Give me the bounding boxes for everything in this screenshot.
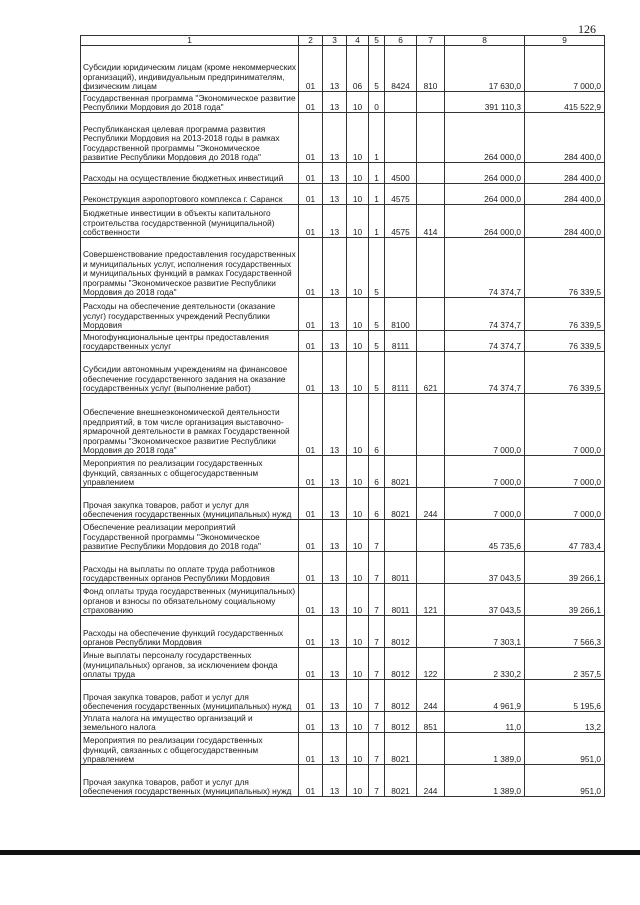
scan-top-edge — [0, 0, 640, 2]
row-code-cell: 13 — [323, 520, 347, 552]
table-row — [81, 648, 605, 680]
table-row — [81, 712, 605, 733]
row-amount-2016-cell: 7 000,0 — [525, 456, 605, 488]
row-code-cell: 01 — [299, 331, 323, 352]
row-code-cell: 7 — [369, 680, 385, 712]
row-code-cell — [417, 394, 445, 456]
table-row — [81, 584, 605, 616]
row-code-cell: 13 — [323, 648, 347, 680]
row-name-cell: Бюджетные инвестиции в объекты капитального строительства государственной (муниципальной) собственности — [81, 205, 299, 238]
row-amount-2016-cell: 951,0 — [525, 733, 605, 765]
row-code-cell: 10 — [347, 733, 369, 765]
row-amount-2015-cell: 45 735,6 — [445, 520, 525, 552]
row-amount-2016-cell: 284 400,0 — [525, 163, 605, 184]
row-code-cell: 13 — [323, 394, 347, 456]
row-code-cell — [417, 456, 445, 488]
row-amount-2016-cell: 951,0 — [525, 765, 605, 797]
row-amount-2015-cell: 7 000,0 — [445, 394, 525, 456]
header-cell: 1 — [81, 36, 299, 46]
row-name-cell: Расходы на обеспечение функций государственных органов Республики Мордовия — [81, 616, 299, 648]
row-code-cell: 5 — [369, 298, 385, 331]
table-row — [81, 616, 605, 648]
row-code-cell: 13 — [323, 456, 347, 488]
row-code-cell: 5 — [369, 352, 385, 394]
row-code-cell: 10 — [347, 488, 369, 520]
row-code-cell: 244 — [417, 765, 445, 797]
row-code-cell: 10 — [347, 205, 369, 238]
row-name-cell: Субсидии автономным учреждениям на финансовое обеспечение государственного задания на оказание государственных услуг (выполнение работ) — [81, 352, 299, 394]
row-name-cell: Республиканская целевая программа развития Республики Мордовия на 2013-2018 годы в рамках Государственной программы "Экономическое развитие Республики Мордовия до 2018 года" — [81, 113, 299, 163]
row-code-cell: 10 — [347, 584, 369, 616]
row-amount-2015-cell: 1 389,0 — [445, 765, 525, 797]
row-name-cell: Обеспечение внешнеэкономической деятельности предприятий, в том числе организация выставочно-ярмарочной деятельности в рамках Государственной программы "Экономическое развитие Республики Мордовия до 2018 года" — [81, 394, 299, 456]
row-code-cell: 06 — [347, 46, 369, 92]
row-code-cell: 13 — [323, 184, 347, 205]
row-code-cell: 6 — [369, 394, 385, 456]
row-name-cell: Совершенствование предоставления государственных и муниципальных услуг, исполнения государственных и муниципальных функций в рамках Государственной программы "Экономическое развитие Республики Мордовия до 2018 года" — [81, 238, 299, 298]
row-code-cell: 1 — [369, 113, 385, 163]
row-name-cell: Расходы на выплаты по оплате труда работников государственных органов Республики Мордовия — [81, 552, 299, 584]
row-code-cell: 10 — [347, 680, 369, 712]
row-name-cell: Фонд оплаты труда государственных (муниципальных) органов и взносы по обязательному социальному страхованию — [81, 584, 299, 616]
row-amount-2015-cell: 7 303,1 — [445, 616, 525, 648]
row-code-cell: 01 — [299, 680, 323, 712]
row-code-cell — [417, 733, 445, 765]
row-code-cell — [417, 113, 445, 163]
header-cell: 3 — [323, 36, 347, 46]
row-code-cell: 7 — [369, 520, 385, 552]
row-name-cell: Мероприятия по реализации государственных функций, связанных с общегосударственным управлением — [81, 456, 299, 488]
row-code-cell: 851 — [417, 712, 445, 733]
header-cell: 2 — [299, 36, 323, 46]
row-code-cell — [417, 163, 445, 184]
row-amount-2015-cell: 264 000,0 — [445, 184, 525, 205]
row-amount-2016-cell: 7 566,3 — [525, 616, 605, 648]
row-code-cell: 8012 — [385, 648, 417, 680]
row-code-cell: 122 — [417, 648, 445, 680]
row-code-cell: 6 — [369, 488, 385, 520]
row-code-cell — [417, 184, 445, 205]
row-code-cell: 7 — [369, 712, 385, 733]
row-code-cell: 13 — [323, 331, 347, 352]
row-code-cell: 10 — [347, 113, 369, 163]
row-code-cell: 01 — [299, 298, 323, 331]
row-code-cell: 01 — [299, 46, 323, 92]
row-code-cell: 1 — [369, 184, 385, 205]
row-code-cell: 7 — [369, 765, 385, 797]
row-amount-2016-cell: 76 339,5 — [525, 331, 605, 352]
row-amount-2016-cell: 415 522,9 — [525, 92, 605, 113]
row-code-cell: 10 — [347, 765, 369, 797]
table-row — [81, 488, 605, 520]
budget-table — [80, 35, 605, 797]
row-name-cell: Иные выплаты персоналу государственных (муниципальных) органов, за исключением фонда оплаты труда — [81, 648, 299, 680]
row-name-cell: Обеспечение реализации мероприятий Государственной программы "Экономическое развитие Республики Мордовия до 2018 года" — [81, 520, 299, 552]
row-code-cell: 01 — [299, 163, 323, 184]
row-code-cell: 13 — [323, 765, 347, 797]
row-code-cell: 13 — [323, 163, 347, 184]
table-row — [81, 680, 605, 712]
row-amount-2016-cell: 5 195,6 — [525, 680, 605, 712]
row-code-cell — [417, 92, 445, 113]
row-amount-2015-cell: 74 374,7 — [445, 238, 525, 298]
row-code-cell: 8021 — [385, 488, 417, 520]
row-code-cell: 01 — [299, 616, 323, 648]
row-code-cell: 0 — [369, 92, 385, 113]
table-row — [81, 552, 605, 584]
row-code-cell: 4575 — [385, 184, 417, 205]
row-code-cell — [417, 520, 445, 552]
row-code-cell: 13 — [323, 238, 347, 298]
row-code-cell: 1 — [369, 205, 385, 238]
table-row — [81, 163, 605, 184]
row-code-cell: 01 — [299, 765, 323, 797]
row-amount-2016-cell: 2 357,5 — [525, 648, 605, 680]
row-code-cell: 8012 — [385, 680, 417, 712]
table-row — [81, 331, 605, 352]
row-code-cell: 01 — [299, 113, 323, 163]
row-code-cell: 10 — [347, 456, 369, 488]
row-code-cell: 8021 — [385, 733, 417, 765]
table-row — [81, 113, 605, 163]
row-code-cell: 5 — [369, 238, 385, 298]
row-amount-2015-cell: 4 961,9 — [445, 680, 525, 712]
row-name-cell: Мероприятия по реализации государственных функций, связанных с общегосударственным управлением — [81, 733, 299, 765]
row-amount-2016-cell: 7 000,0 — [525, 394, 605, 456]
table-row — [81, 298, 605, 331]
row-code-cell: 6 — [369, 456, 385, 488]
header-cell: 9 — [525, 36, 605, 46]
table-body — [81, 36, 605, 797]
row-amount-2015-cell: 74 374,7 — [445, 331, 525, 352]
row-code-cell: 7 — [369, 552, 385, 584]
row-code-cell: 8424 — [385, 46, 417, 92]
table-header-row — [81, 36, 605, 46]
row-code-cell: 8021 — [385, 765, 417, 797]
row-code-cell: 10 — [347, 616, 369, 648]
row-code-cell: 7 — [369, 648, 385, 680]
row-amount-2015-cell: 1 389,0 — [445, 733, 525, 765]
table-row — [81, 46, 605, 92]
row-code-cell: 10 — [347, 552, 369, 584]
row-code-cell: 01 — [299, 552, 323, 584]
row-code-cell: 01 — [299, 92, 323, 113]
table-row — [81, 394, 605, 456]
row-code-cell: 8011 — [385, 552, 417, 584]
table-row — [81, 520, 605, 552]
table-row — [81, 184, 605, 205]
row-amount-2016-cell: 76 339,5 — [525, 352, 605, 394]
row-amount-2016-cell: 284 400,0 — [525, 205, 605, 238]
row-amount-2016-cell: 284 400,0 — [525, 184, 605, 205]
row-amount-2016-cell: 47 783,4 — [525, 520, 605, 552]
row-code-cell: 5 — [369, 46, 385, 92]
row-amount-2016-cell: 39 266,1 — [525, 552, 605, 584]
row-amount-2015-cell: 37 043,5 — [445, 552, 525, 584]
row-code-cell: 8012 — [385, 616, 417, 648]
row-code-cell: 10 — [347, 394, 369, 456]
row-amount-2015-cell: 2 330,2 — [445, 648, 525, 680]
row-code-cell: 01 — [299, 456, 323, 488]
row-code-cell — [385, 520, 417, 552]
header-cell: 8 — [445, 36, 525, 46]
table-row — [81, 238, 605, 298]
row-code-cell: 10 — [347, 184, 369, 205]
row-code-cell — [385, 92, 417, 113]
row-code-cell: 01 — [299, 184, 323, 205]
row-amount-2015-cell: 391 110,3 — [445, 92, 525, 113]
row-code-cell — [417, 298, 445, 331]
row-code-cell: 7 — [369, 616, 385, 648]
row-code-cell: 4575 — [385, 205, 417, 238]
row-code-cell: 621 — [417, 352, 445, 394]
row-code-cell: 13 — [323, 113, 347, 163]
row-code-cell: 10 — [347, 92, 369, 113]
header-cell: 7 — [417, 36, 445, 46]
row-code-cell: 13 — [323, 92, 347, 113]
row-code-cell: 244 — [417, 488, 445, 520]
row-code-cell — [385, 113, 417, 163]
row-amount-2016-cell: 13,2 — [525, 712, 605, 733]
row-code-cell: 01 — [299, 488, 323, 520]
row-code-cell: 13 — [323, 712, 347, 733]
row-code-cell: 8111 — [385, 352, 417, 394]
row-code-cell: 7 — [369, 584, 385, 616]
row-amount-2015-cell: 74 374,7 — [445, 352, 525, 394]
page-number: 126 — [578, 22, 596, 36]
row-amount-2016-cell: 76 339,5 — [525, 238, 605, 298]
row-amount-2015-cell: 37 043,5 — [445, 584, 525, 616]
header-cell: 5 — [369, 36, 385, 46]
row-code-cell: 4500 — [385, 163, 417, 184]
row-name-cell: Расходы на осуществление бюджетных инвестиций — [81, 163, 299, 184]
row-code-cell: 8011 — [385, 584, 417, 616]
row-code-cell: 01 — [299, 733, 323, 765]
row-amount-2015-cell: 264 000,0 — [445, 205, 525, 238]
row-name-cell: Реконструкция аэропортового комплекса г. Саранск — [81, 184, 299, 205]
row-code-cell: 13 — [323, 352, 347, 394]
table-row — [81, 205, 605, 238]
row-code-cell: 13 — [323, 298, 347, 331]
row-amount-2015-cell: 264 000,0 — [445, 113, 525, 163]
row-amount-2015-cell: 11,0 — [445, 712, 525, 733]
row-name-cell: Прочая закупка товаров, работ и услуг для обеспечения государственных (муниципальных) нужд — [81, 765, 299, 797]
row-amount-2016-cell: 284 400,0 — [525, 113, 605, 163]
row-code-cell: 13 — [323, 205, 347, 238]
row-amount-2016-cell: 39 266,1 — [525, 584, 605, 616]
row-name-cell: Уплата налога на имущество организаций и земельного налога — [81, 712, 299, 733]
row-code-cell: 5 — [369, 331, 385, 352]
row-code-cell: 10 — [347, 352, 369, 394]
row-code-cell — [417, 616, 445, 648]
row-code-cell: 1 — [369, 163, 385, 184]
row-code-cell: 244 — [417, 680, 445, 712]
row-code-cell: 01 — [299, 394, 323, 456]
row-amount-2016-cell: 76 339,5 — [525, 298, 605, 331]
row-code-cell: 01 — [299, 238, 323, 298]
row-code-cell: 10 — [347, 648, 369, 680]
row-code-cell: 01 — [299, 205, 323, 238]
row-amount-2015-cell: 264 000,0 — [445, 163, 525, 184]
row-code-cell: 10 — [347, 298, 369, 331]
row-name-cell: Многофункциональные центры предоставления государственных услуг — [81, 331, 299, 352]
row-code-cell: 01 — [299, 584, 323, 616]
row-amount-2016-cell: 7 000,0 — [525, 46, 605, 92]
row-name-cell: Субсидии юридическим лицам (кроме некоммерческих организаций), индивидуальным предпринимателям, физическим лицам — [81, 46, 299, 92]
row-amount-2015-cell: 74 374,7 — [445, 298, 525, 331]
table-row — [81, 456, 605, 488]
row-amount-2015-cell: 7 000,0 — [445, 488, 525, 520]
row-code-cell: 10 — [347, 520, 369, 552]
row-code-cell: 8012 — [385, 712, 417, 733]
row-code-cell: 10 — [347, 331, 369, 352]
row-code-cell: 810 — [417, 46, 445, 92]
row-code-cell: 01 — [299, 520, 323, 552]
row-code-cell — [385, 394, 417, 456]
row-code-cell: 01 — [299, 712, 323, 733]
header-cell: 4 — [347, 36, 369, 46]
row-name-cell: Прочая закупка товаров, работ и услуг для обеспечения государственных (муниципальных) нужд — [81, 680, 299, 712]
header-cell: 6 — [385, 36, 417, 46]
row-code-cell: 414 — [417, 205, 445, 238]
row-code-cell: 13 — [323, 616, 347, 648]
row-code-cell — [417, 238, 445, 298]
row-code-cell: 10 — [347, 238, 369, 298]
row-code-cell: 10 — [347, 163, 369, 184]
row-code-cell: 13 — [323, 733, 347, 765]
row-code-cell — [417, 331, 445, 352]
row-name-cell: Прочая закупка товаров, работ и услуг для обеспечения государственных (муниципальных) нужд — [81, 488, 299, 520]
row-code-cell: 13 — [323, 46, 347, 92]
row-amount-2015-cell: 7 000,0 — [445, 456, 525, 488]
table-row — [81, 352, 605, 394]
row-amount-2016-cell: 7 000,0 — [525, 488, 605, 520]
row-code-cell: 13 — [323, 584, 347, 616]
row-code-cell: 01 — [299, 648, 323, 680]
table-row — [81, 765, 605, 797]
row-code-cell: 13 — [323, 552, 347, 584]
row-name-cell: Расходы на обеспечение деятельности (оказание услуг) государственных учреждений Республики Мордовия — [81, 298, 299, 331]
row-code-cell — [385, 238, 417, 298]
row-code-cell: 13 — [323, 488, 347, 520]
table-row — [81, 733, 605, 765]
row-code-cell: 8021 — [385, 456, 417, 488]
row-code-cell: 8100 — [385, 298, 417, 331]
scan-bottom-edge — [0, 850, 640, 855]
row-code-cell: 01 — [299, 352, 323, 394]
row-code-cell: 121 — [417, 584, 445, 616]
row-amount-2015-cell: 17 630,0 — [445, 46, 525, 92]
table-row — [81, 92, 605, 113]
row-code-cell: 10 — [347, 712, 369, 733]
row-code-cell: 8111 — [385, 331, 417, 352]
row-code-cell — [417, 552, 445, 584]
row-name-cell: Государственная программа "Экономическое развитие Республики Мордовия до 2018 года" — [81, 92, 299, 113]
row-code-cell: 7 — [369, 733, 385, 765]
row-code-cell: 13 — [323, 680, 347, 712]
